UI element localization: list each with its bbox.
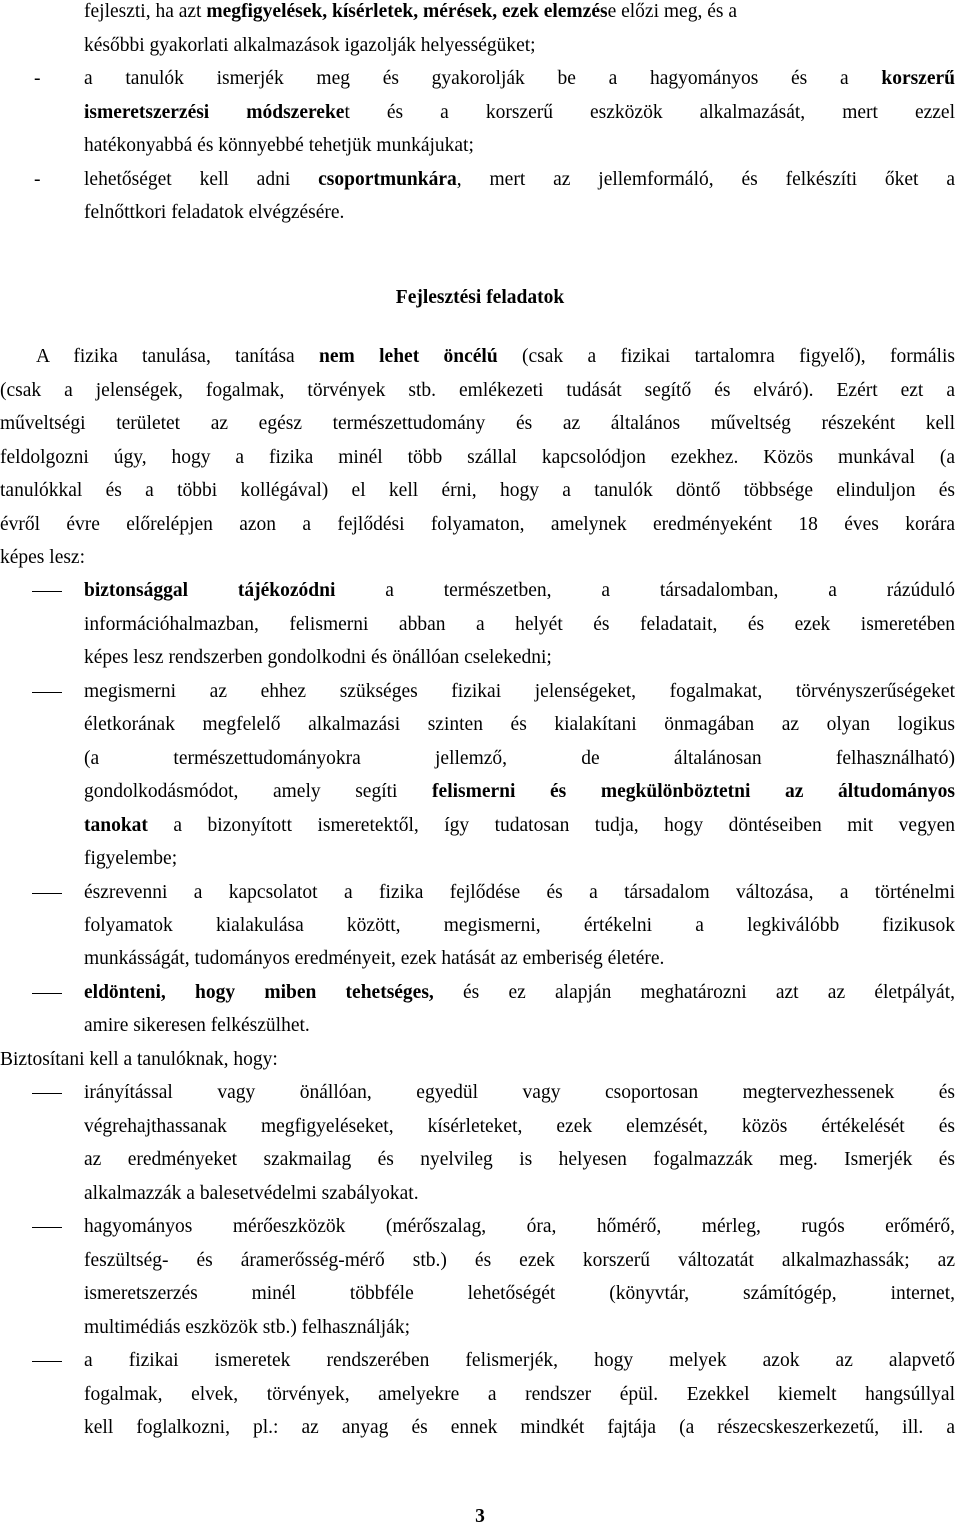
text-line	[0, 1048, 955, 1072]
text-span: multimédiás eszközök stb.) felhasználják;	[84, 1317, 410, 1338]
text-line	[84, 67, 955, 91]
text-span: t és a korszerű eszközök alkalmazását, mert ezzel	[344, 102, 956, 123]
text-span: évről évre előrelépjen azon a fejlődési folyamaton, amelynek eredményeként 18 éves korára	[0, 514, 955, 535]
text-line	[0, 379, 955, 403]
text-span: tanulókkal és a többi kollégával) el kell érni, hogy a tanulók döntő többsége elinduljon és	[0, 480, 955, 501]
bold-text: eldönteni, hogy miben tehetséges,	[84, 982, 434, 1003]
text-span: A fizika tanulása, tanítása	[36, 346, 320, 367]
text-span: figyelembe;	[84, 848, 178, 869]
bold-text: biztonsággal tájékozódni	[84, 580, 336, 601]
text-line	[0, 513, 955, 537]
list-dash: -	[34, 169, 41, 190]
text-span: a természetben, a társadalomban, a rázúduló	[335, 580, 955, 601]
text-span: feldolgozni úgy, hogy a fizika minél több szállal kapcsolódjon ezekhez. Közös munkával (a	[0, 447, 955, 468]
text-span: munkásságát, tudományos eredményeit, ezek hatását az emberiség életére.	[84, 948, 665, 969]
text-line	[0, 479, 955, 503]
bold-text: tanokat	[84, 815, 148, 836]
text-line	[0, 412, 955, 436]
text-span: (a természettudományokra jellemző, de általánosan felhasználható)	[84, 748, 955, 769]
bold-text: korszerű	[881, 68, 955, 89]
text-span: képes lesz:	[0, 547, 86, 568]
list-dash	[32, 881, 62, 905]
text-span: a tanulók ismerjék meg és gyakorolják be a hagyományos és a	[84, 68, 882, 89]
text-line	[84, 168, 955, 192]
text-line	[84, 1316, 955, 1340]
text-line	[0, 546, 955, 570]
text-span: kell foglalkozni, pl.: az anyag és ennek mindkét fajtája (a részecskeszerkezetű, ill. a	[84, 1417, 955, 1438]
text-line	[84, 680, 955, 704]
text-span: a bizonyított ismeretektől, így tudatosan tudja, hogy döntéseiben mit vegyen	[147, 815, 955, 836]
bold-text: nem lehet öncélú	[319, 346, 498, 367]
text-line	[84, 613, 955, 637]
text-span: észrevenni a kapcsolatot a fizika fejlődése és a társadalom változása, a történelmi	[84, 882, 955, 903]
text-span: ismeretszerzés minél többféle lehetőségét (könyvtár, számítógép, internet,	[84, 1283, 955, 1304]
text-line	[84, 780, 955, 804]
text-line	[84, 814, 955, 838]
bold-text: megfigyelések, kísérletek, mérések, ezek elemzés	[206, 1, 608, 22]
list-dash	[32, 981, 62, 1005]
bold-text: csoportmunkára	[318, 169, 457, 190]
text-line	[84, 1215, 955, 1239]
text-line	[84, 1148, 955, 1172]
text-span: e előzi meg, és a	[607, 1, 737, 22]
text-span: képes lesz rendszerben gondolkodni és önállóan cselekedni;	[84, 647, 552, 668]
text-span: fogalmak, elvek, törvények, amelyekre a rendszer épül. Ezekkel kiemelt hangsúllyal	[84, 1384, 955, 1405]
text-span: későbbi gyakorlati alkalmazások igazolják helyességüket;	[84, 35, 536, 56]
text-line	[84, 981, 955, 1005]
section-heading: Fejlesztési feladatok	[395, 287, 565, 308]
list-dash	[32, 579, 62, 603]
text-span: végrehajthassanak megfigyeléseket, kísérleteket, ezek elemzését, közös értékelését és	[84, 1116, 955, 1137]
text-span: alkalmazzák a balesetvédelmi szabályokat.	[84, 1183, 419, 1204]
text-span: és ez alapján meghatározni azt az életpályát,	[433, 982, 955, 1003]
text-span: feszültség- és áramerősség-mérő stb.) és ezek korszerű változatát alkalmazhassák; az	[84, 1250, 955, 1271]
bold-text: felismerni és megkülönböztetni az áltudományos	[432, 781, 955, 802]
text-line	[84, 0, 955, 24]
text-span: amire sikeresen felkészülhet.	[84, 1015, 310, 1036]
bold-text: ismeretszerzési módszereke	[84, 102, 345, 123]
text-line	[84, 1081, 955, 1105]
text-span: irányítással vagy önállóan, egyedül vagy csoportosan megtervezhessenek és	[84, 1082, 955, 1103]
text-span: életkorának megfelelő alkalmazási szinten és kialakítani önmagában az olyan logikus	[84, 714, 955, 735]
text-line	[84, 646, 955, 670]
text-line	[84, 134, 955, 158]
text-span: Biztosítani kell a tanulóknak, hogy:	[0, 1049, 278, 1070]
text-line	[84, 914, 955, 938]
text-span: (csak a jelenségek, fogalmak, törvények stb. emlékezeti tudását segítő és elváró). Ezért ezt a	[0, 380, 955, 401]
list-dash	[32, 1081, 62, 1105]
text-span: folyamatok kialakulása között, megismerni, értékelni a legkiválóbb fizikusok	[84, 915, 955, 936]
text-line	[84, 34, 955, 58]
text-span: megismerni az ehhez szükséges fizikai jelenségeket, fogalmakat, törvényszerűségeket	[84, 681, 955, 702]
list-dash	[32, 1215, 62, 1239]
text-line	[84, 1014, 955, 1038]
text-line	[84, 713, 955, 737]
text-line	[84, 1416, 955, 1440]
text-span: (csak a fizikai tartalomra figyelő), formális	[497, 346, 955, 367]
text-span: lehetőséget kell adni	[84, 169, 319, 190]
text-line	[0, 446, 955, 470]
text-line	[84, 579, 955, 603]
text-line	[84, 1115, 955, 1139]
text-span: hatékonyabbá és könnyebbé tehetjük munkájukat;	[84, 135, 474, 156]
text-line	[84, 747, 955, 771]
text-line	[84, 1282, 955, 1306]
text-span: hagyományos mérőeszközök (mérőszalag, óra, hőmérő, mérleg, rugós erőmérő,	[84, 1216, 955, 1237]
text-line	[84, 101, 955, 125]
list-dash: -	[34, 68, 41, 89]
text-line	[84, 947, 955, 971]
text-line	[84, 1349, 955, 1373]
list-dash	[32, 1349, 62, 1373]
text-span: a fizikai ismeretek rendszerében felismerjék, hogy melyek azok az alapvető	[84, 1350, 955, 1371]
text-span: fejleszti, ha azt	[84, 1, 207, 22]
text-span: műveltségi területet az egész természettudomány és az általános műveltség részeként kell	[0, 413, 955, 434]
text-span: információhalmazban, felismerni abban a helyét és feladatait, és ezek ismeretében	[84, 614, 955, 635]
text-line	[84, 1383, 955, 1407]
text-line	[84, 847, 955, 871]
text-span: felnőttkori feladatok elvégzésére.	[84, 202, 345, 223]
list-dash	[32, 680, 62, 704]
text-line	[84, 1182, 955, 1206]
text-line	[84, 201, 955, 225]
text-span: gondolkodásmódot, amely segíti	[84, 781, 433, 802]
text-span: , mert az jellemformáló, és felkészíti őket a	[456, 169, 955, 190]
page-number: 3	[475, 1506, 485, 1527]
text-line	[36, 345, 955, 369]
text-line	[84, 881, 955, 905]
text-span: az eredményeket szakmailag és nyelvileg is helyesen fogalmazzák meg. Ismerjék és	[84, 1149, 955, 1170]
text-line	[84, 1249, 955, 1273]
